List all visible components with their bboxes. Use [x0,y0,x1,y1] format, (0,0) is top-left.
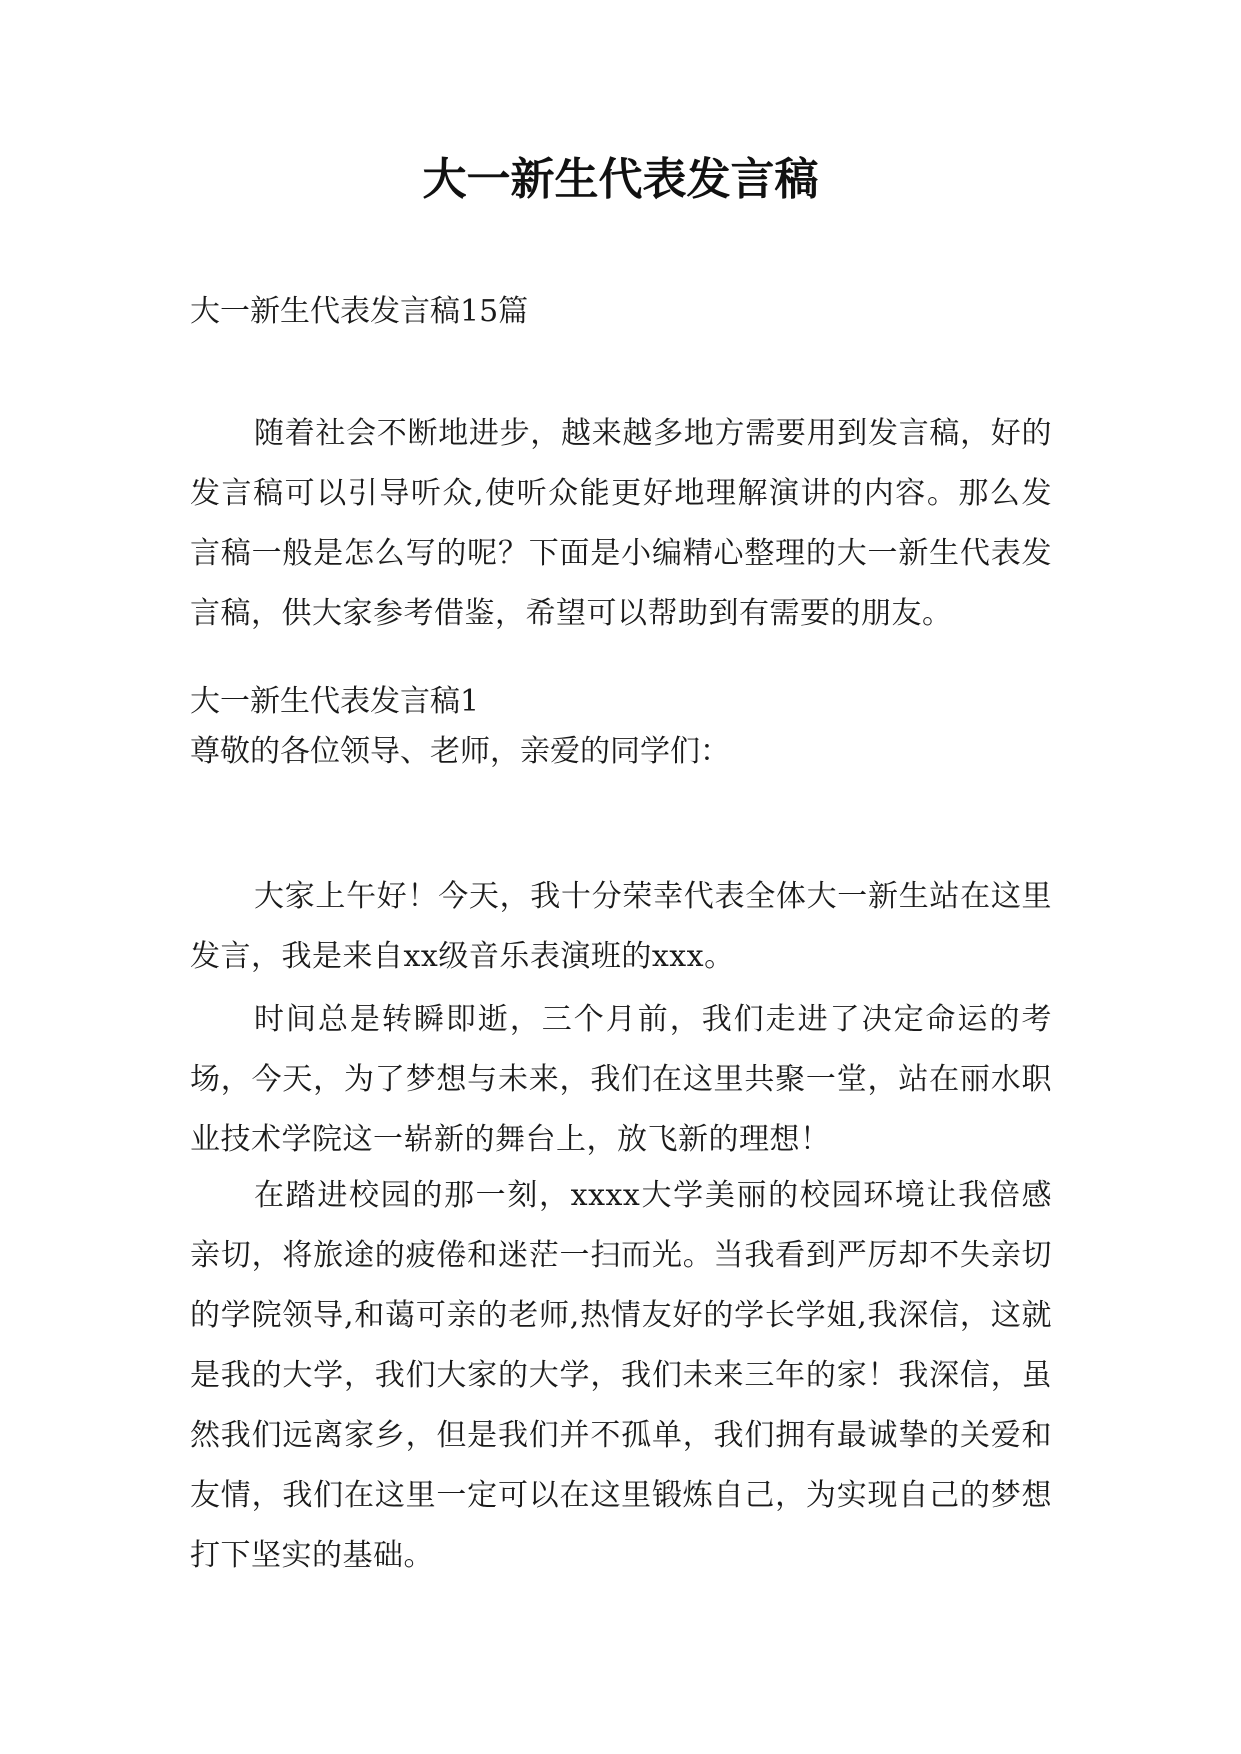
intro-paragraph: 随着社会不断地进步，越来越多地方需要用到发言稿，好的发言稿可以引导听众,使听众能更好地理解演讲的内容。那么发言稿一般是怎么写的呢？下面是小编精心整理的大一新生代表发言稿，供大家参考借鉴，希望可以帮助到有需要的朋友。 [190,416,1052,631]
document-subtitle: 大一新生代表发言稿15篇 [190,294,529,329]
section-heading: 大一新生代表发言稿1 [190,684,480,719]
body-paragraph-2: 时间总是转瞬即逝，三个月前，我们走进了决定命运的考场，今天，为了梦想与未来，我们在这里共聚一堂，站在丽水职业技术学院这一崭新的舞台上，放飞新的理想！ [190,1002,1052,1157]
body-paragraph-3: 在踏进校园的那一刻，xxxx大学美丽的校园环境让我倍感亲切，将旅途的疲倦和迷茫一扫而光。当我看到严厉却不失亲切的学院领导,和蔼可亲的老师,热情友好的学长学姐,我深信，这就是我的大学，我们大家的大学，我们未来三年的家！我深信，虽然我们远离家乡，但是我们并不孤单，我们拥有最诚挚的关爱和友情，我们在这里一定可以在这里锻炼自己，为实现自己的梦想打下坚实的基础。 [190,1178,1052,1573]
salutation: 尊敬的各位领导、老师，亲爱的同学们： [190,734,730,769]
document-title: 大一新生代表发言稿 [422,154,819,205]
body-paragraph-1: 大家上午好！今天，我十分荣幸代表全体大一新生站在这里发言，我是来自xx级音乐表演班的xxx。 [190,879,1052,974]
